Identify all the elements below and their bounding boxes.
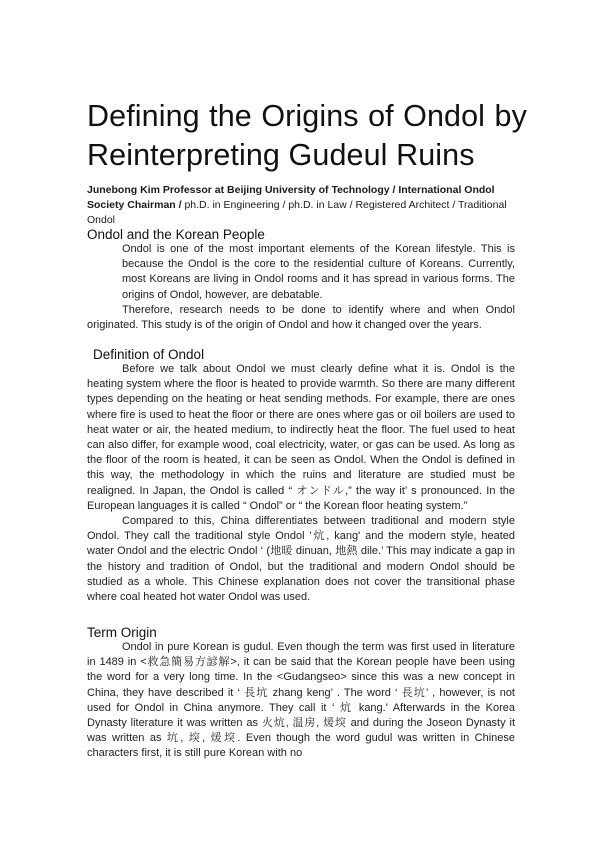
author-name: Junebong Kim Professor at Beijing University of Technology / International Ondol Society Chairman / [87, 184, 495, 211]
paragraph: Ondol in pure Korean is gudul. Even though the term was first used in literature in 1489 in <救急簡易方諺解>, it can be said that the Korean people have been using the word for a very long time. In the <Gudangseo> since this was a new concept in China, they have described it ‘ 長坑 zhang keng’ . The word ‘ 長坑’ , however, is not used for Ondol in China anymore. They call it ‘ 炕 kang.' Afterwards in the Korea Dynasty literature it was written as 火炕, 温房, 煖堗 and during the Joseon Dynasty it was written as 坑, 堗, 煖堗. Even though the word gudul was written in Chinese characters first, it is still pure Korean with no [87, 641, 515, 760]
title-line-1 [87, 97, 527, 136]
paragraph: Compared to this, China differentiates between traditional and modern style Ondol. They call the traditional style Ondol '炕, kang' and the modern style, heated water Ondol and the electric Ondol ‘ (地暖 dinuan, 地熱 dile.’ This may indicate a gap in the history and tradition of Ondol, but the traditional and modern Ondol should be studied as a whole. This Chinese explanation does not cover the transitional phase where coal heated hot water Ondol was used. [87, 515, 515, 604]
section-heading-definition: Definition of Ondol [93, 347, 205, 362]
author-credentials: ph.D. in Engineering / ph.D. in Law / Registered Architect / Traditional Ondol [87, 199, 507, 226]
section-body-ondol-korean-people [87, 242, 515, 333]
title-line-2: Reinterpreting Gudeul Ruins [87, 138, 475, 172]
section-heading-ondol-korean-people: Ondol and the Korean People [87, 227, 265, 242]
paragraph: Ondol is one of the most important elements of the Korean lifestyle. This is because the Ondol is the core to the residential culture of Koreans. Currently, most Koreans are living in Ondol rooms and it has spread in various forms. The origins of Ondol, however, are debatable. [122, 243, 515, 301]
title-word: Origins [261, 99, 359, 133]
paragraph: Before we talk about Ondol we must clearly define what it is. Ondol is the heating system where the floor is heated to provide warmth. So there are many different types depending on the heating or heat sending methods. For example, there are ones where fire is used to heat the floor or there are ones where gas or oil boilers are used to heat water or air, the heated medium, to indirectly heat the floor. The fuel used to heat can also differ, for example wood, coal electricity, water, or gas can be used. As long as the floor of the room is heated, it can be seen as Ondol. When the Ondol is defined in this way, the methodology in which the ruins and literature are studied must be realigned. In Japan, the Ondol is called “ オンドル,” the way it’ s pronounced. In the European languages it is called “ Ondol” or “ the Korean floor heating system.” [87, 363, 515, 512]
title-word: Ondol [403, 99, 486, 133]
section-heading-term-origin: Term Origin [87, 625, 157, 640]
author-affiliation [87, 183, 517, 228]
paper-title [87, 97, 527, 175]
paragraph: Therefore, research needs to be done to identify where and when Ondol originated. This study is of the origin of Ondol and how it changed over the years. [87, 303, 515, 332]
title-word: the [209, 99, 252, 133]
title-word: by [494, 99, 527, 133]
section-body-definition [87, 362, 515, 605]
title-word: of [368, 99, 394, 133]
section-body-term-origin [87, 640, 515, 762]
title-word: Defining [87, 99, 200, 133]
